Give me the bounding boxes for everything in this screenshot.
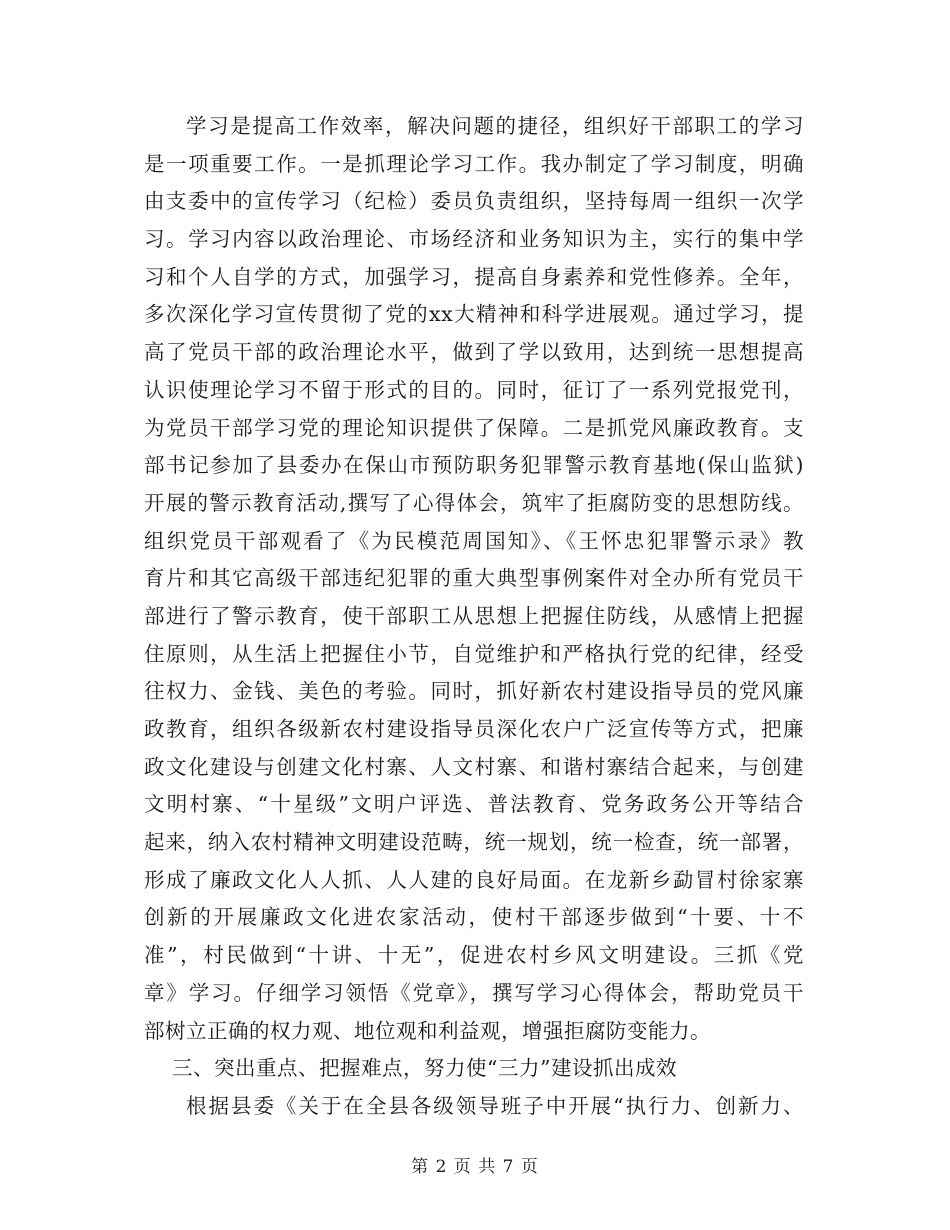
section-heading: 三、突出重点、把握难点，努力使“三力”建设抓出成效: [172, 1056, 677, 1081]
paragraph-line: 习。学习内容以政治理论、市场经济和业务知识为主，实行的集中学: [144, 227, 804, 252]
paragraph-line: 部书记参加了县委办在保山市预防职务犯罪警示教育基地(保山监狱): [144, 453, 804, 478]
document-body: [144, 108, 804, 1126]
paragraph-line: 形成了廉政文化人人抓、人人建的良好局面。在龙新乡勐冒村徐家寨: [144, 867, 804, 892]
paragraph-line: 认识使理论学习不留于形式的目的。同时，征订了一系列党报党刊，: [144, 377, 804, 402]
paragraph-line: 组织党员干部观看了《为民模范周国知》、《王怀忠犯罪警示录》教: [144, 528, 804, 553]
paragraph-line: 政教育，组织各级新农村建设指导员深化农户广泛宣传等方式，把廉: [144, 717, 804, 741]
paragraph-line: 部树立正确的权力观、地位观和利益观，增强拒腐防变能力。: [144, 1018, 711, 1043]
paragraph-line: 为党员干部学习党的理论知识提供了保障。二是抓党风廉政教育。支: [144, 415, 804, 440]
paragraph-line: 往权力、金钱、美色的考验。同时，抓好新农村建设指导员的党风廉: [144, 679, 804, 704]
paragraph-line: 章》学习。仔细学习领悟《党章》，撰写学习心得体会，帮助党员干: [144, 980, 804, 1005]
paragraph-line: 育片和其它高级干部违纪犯罪的重大典型事例案件对全办所有党员干: [144, 566, 804, 591]
paragraph-line: 起来，纳入农村精神文明建设范畴，统一规划，统一检查，统一部署，: [144, 830, 804, 855]
paragraph-line: 由支委中的宣传学习（纪检）委员负责组织，坚持每周一组织一次学: [144, 189, 804, 214]
paragraph-line: 是一项重要工作。一是抓理论学习工作。我办制定了学习制度，明确: [144, 151, 804, 176]
paragraph-line: 根据县委《关于在全县各级领导班子中开展“执行力、创新力、: [186, 1093, 804, 1118]
paragraph-line: 政文化建设与创建文化村寨、人文村寨、和谐村寨结合起来，与创建: [144, 754, 804, 779]
paragraph-line: 高了党员干部的政治理论水平，做到了学以致用，达到统一思想提高: [144, 340, 804, 365]
paragraph-line: 创新的开展廉政文化进农家活动，使村干部逐步做到“十要、十不: [144, 905, 804, 930]
paragraph-line: 部进行了警示教育，使干部职工从思想上把握住防线，从感情上把握: [144, 603, 804, 628]
paragraph-line: 学习是提高工作效率，解决问题的捷径，组织好干部职工的学习: [186, 114, 804, 138]
page-number-footer: 第 2 页 共 7 页: [411, 1157, 539, 1177]
paragraph-line: 开展的警示教育活动,撰写了心得体会，筑牢了拒腐防变的思想防线。: [144, 490, 804, 515]
paragraph-line: 多次深化学习宣传贯彻了党的xx大精神和科学进展观。通过学习，提: [144, 302, 804, 327]
paragraph-line: 文明村寨、“十星级”文明户评选、普法教育、党务政务公开等结合: [144, 792, 804, 817]
paragraph-line: 住原则，从生活上把握住小节，自觉维护和严格执行党的纪律，经受: [144, 641, 804, 666]
paragraph-line: 习和个人自学的方式，加强学习，提高自身素养和党性修养。全年，: [144, 264, 804, 289]
paragraph-line: 准”，村民做到“十讲、十无”，促进农村乡风文明建设。三抓《党: [144, 943, 804, 968]
